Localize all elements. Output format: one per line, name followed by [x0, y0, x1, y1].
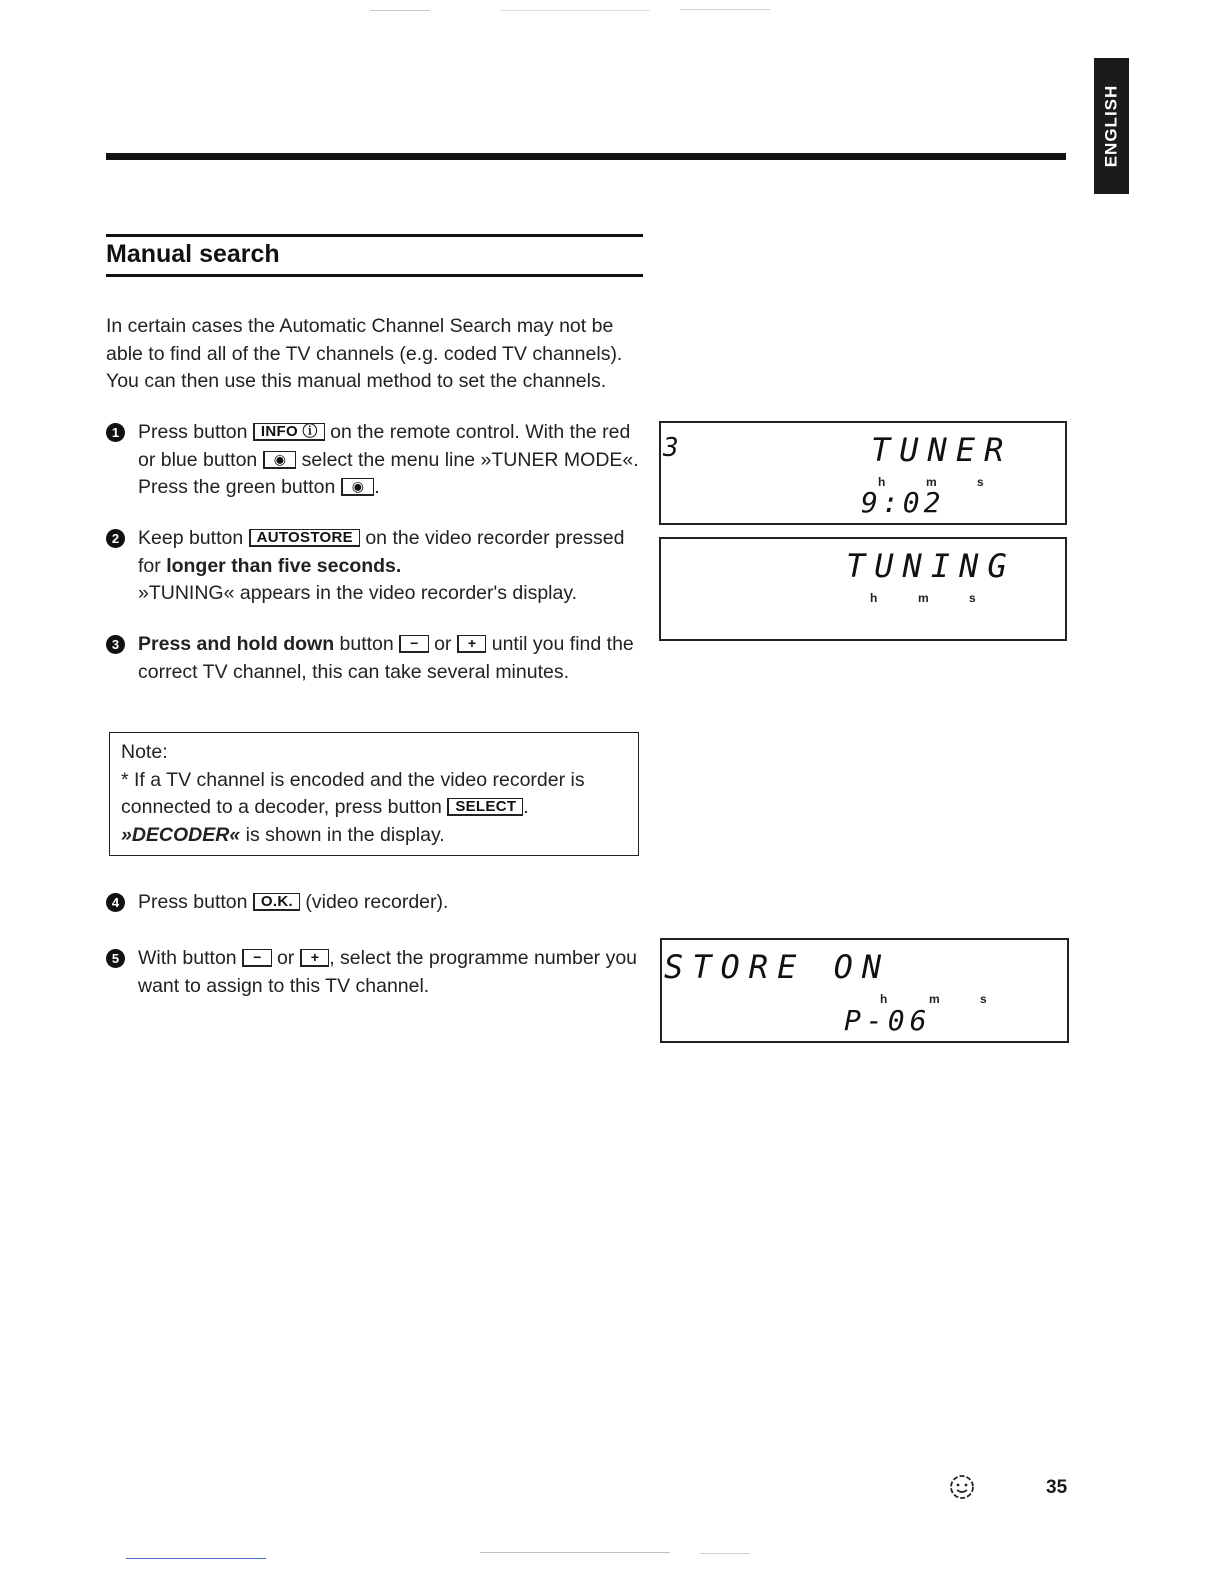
step-emphasis: Press and hold down — [138, 633, 335, 655]
green-button: ◉ — [341, 478, 375, 496]
step-3 — [106, 631, 646, 686]
step-1 — [106, 419, 646, 502]
info-button: INFO ⓘ — [253, 423, 325, 441]
step-4 — [106, 889, 646, 917]
section-rule-bottom — [106, 274, 643, 277]
step-text: Press button — [138, 891, 253, 913]
step-number: 2 — [106, 529, 125, 548]
ok-button: O.K. — [253, 893, 300, 911]
autostore-button: AUTOSTORE — [249, 529, 360, 547]
footer-line — [126, 1558, 266, 1559]
step-text: select the menu line »TUNER MODE«. Press the green button — [138, 448, 639, 498]
step-2 — [106, 525, 646, 608]
scan-mark — [480, 1552, 670, 1553]
display-main-text: STORE ON — [664, 948, 891, 986]
plus-button: + — [457, 635, 486, 653]
step-text: on the video recorder pressed for — [138, 527, 625, 577]
hms-s: s — [969, 591, 976, 605]
note-box — [109, 732, 639, 856]
hms-h: h — [878, 475, 886, 489]
top-rule — [106, 153, 1066, 160]
minus-button: − — [242, 949, 271, 967]
intro-paragraph: In certain cases the Automatic Channel Search may not be able to find all of the TV channels (e.g. coded TV channels). You can then use this manual method to set the channels. — [106, 315, 623, 392]
page-number: 35 — [1046, 1477, 1068, 1498]
scan-mark — [700, 1553, 750, 1554]
display-sub-text: P-06 — [844, 1004, 932, 1037]
display-main-text: TUNING — [846, 547, 1016, 585]
hms-m: m — [929, 992, 940, 1006]
hms-m: m — [918, 591, 929, 605]
display-left-char: 3 — [663, 433, 688, 463]
step-emphasis: longer than five seconds. — [166, 554, 402, 577]
step-text: (video recorder). — [299, 891, 449, 913]
section-rule-top — [106, 234, 643, 237]
display-tuning — [659, 537, 1067, 641]
step-text: until you find the correct TV channel, this can take several minutes. — [138, 633, 634, 683]
note-text: . — [523, 796, 529, 818]
plus-button: + — [300, 949, 329, 967]
recycle-face-icon — [948, 1473, 976, 1501]
step-text: With button — [138, 947, 243, 969]
step-text: on the remote control. With the red or blue button — [138, 421, 631, 471]
scan-mark — [500, 10, 650, 11]
step-text: »TUNING« appears in the video recorder's display. — [138, 582, 578, 604]
step-number: 4 — [106, 893, 125, 912]
step-number: 1 — [106, 423, 125, 442]
step-text: or — [271, 947, 300, 969]
step-text: , select the programme number you want to assign to this TV channel. — [138, 947, 638, 997]
scan-mark — [370, 10, 430, 11]
note-text: * If a TV channel is encoded and the video recorder is connected to a decoder, press button — [121, 768, 585, 818]
display-store — [660, 938, 1069, 1043]
note-heading: Note: — [121, 741, 168, 763]
select-button: SELECT — [447, 798, 523, 816]
decoder-label: »DECODER« — [121, 823, 241, 846]
hms-s: s — [980, 992, 987, 1006]
step-text: button — [334, 633, 400, 655]
hms-h: h — [880, 992, 888, 1006]
language-tab — [1094, 58, 1129, 194]
step-text: . — [374, 476, 380, 498]
display-sub-text: 9:02 — [861, 486, 945, 519]
step-text: or — [428, 633, 457, 655]
display-main-text: TUNER — [871, 431, 1013, 469]
minus-button: − — [399, 635, 428, 653]
note-text: is shown in the display. — [240, 823, 445, 846]
step-text: Keep button — [138, 527, 249, 549]
step-text: Press button — [138, 421, 253, 443]
step-5 — [106, 945, 646, 1000]
scan-mark — [680, 9, 770, 10]
step-number: 3 — [106, 635, 125, 654]
language-tab-label: ENGLISH — [1101, 84, 1121, 168]
display-tuner — [659, 421, 1067, 525]
hms-h: h — [870, 591, 878, 605]
section-title: Manual search — [106, 240, 280, 268]
red-blue-button: ◉ — [263, 451, 297, 469]
hms-s: s — [977, 475, 984, 489]
step-number: 5 — [106, 949, 125, 968]
hms-m: m — [926, 475, 937, 489]
